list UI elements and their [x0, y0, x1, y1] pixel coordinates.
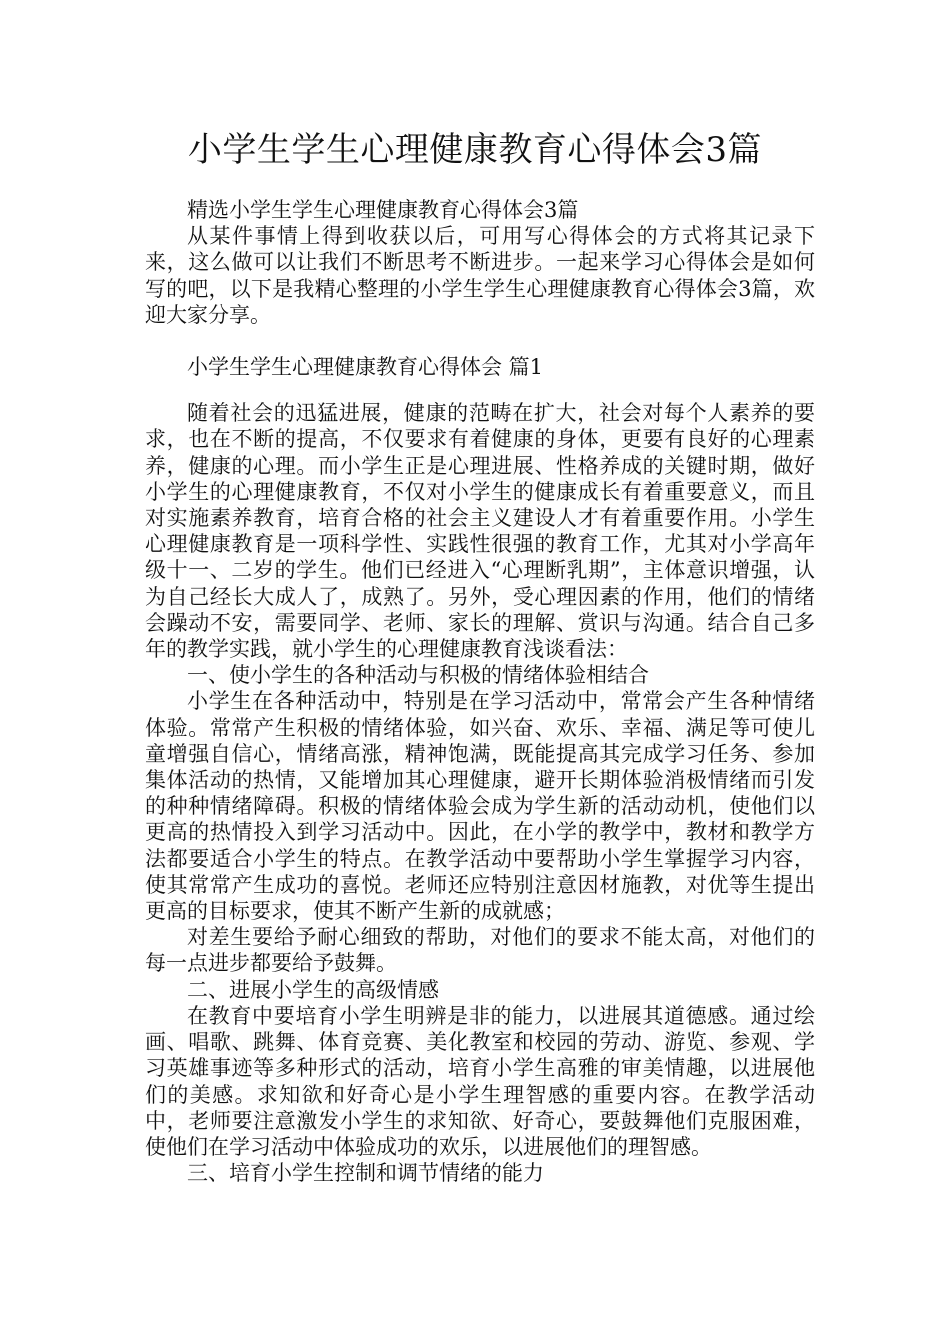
- document-body: [145, 197, 815, 1186]
- subheading: 二、进展小学生的高级情感: [187, 977, 439, 1002]
- intro-paragraph: 从某件事情上得到收获以后，可用写心得体会的方式将其记录下来，这么做可以让我们不断思考不断进步。一起来学习心得体会是如何写的吧，以下是我精心整理的小学生学生心理健康教育心得体会3篇，欢迎大家分享。: [145, 224, 815, 327]
- section-paragraph: 小学生在各种活动中，特别是在学习活动中，常常会产生各种情绪体验。常常产生积极的情绪体验，如兴奋、欢乐、幸福、满足等可使儿童增强自信心，情绪高涨，精神饱满，既能提高其完成学习任务、参加集体活动的热情，又能增加其心理健康，避开长期体验消极情绪而引发的种种情绪障碍。积极的情绪体验会成为学生新的活动动机，使他们以更高的热情投入到学习活动中。因此，在小学的教学中，教材和教学方法都要适合小学生的特点。在教学活动中要帮助小学生掌握学习内容，使其常常产生成功的喜悦。老师还应特别注意因材施教，对优等生提出更高的目标要求，使其不断产生新的成就感；: [145, 689, 815, 924]
- document-title: 小学生学生心理健康教育心得体会3篇: [187, 130, 763, 170]
- subheading: 三、培育小学生控制和调节情绪的能力: [187, 1161, 544, 1186]
- subheading: 一、使小学生的各种活动与积极的情绪体验相结合: [187, 663, 649, 688]
- section-paragraph: 对差生要给予耐心细致的帮助，对他们的要求不能太高，对他们的每一点进步都要给予鼓舞。: [145, 925, 815, 976]
- section-heading: 小学生学生心理健康教育心得体会 篇1: [187, 355, 544, 380]
- section-paragraph: 随着社会的迅猛进展，健康的范畴在扩大，社会对每个人素养的要求，也在不断的提高，不仅要求有着健康的身体，更要有良好的心理素养，健康的心理。而小学生正是心理进展、性格养成的关键时期，做好小学生的心理健康教育，不仅对小学生的健康成长有着重要意义，而且对实施素养教育，培育合格的社会主义建设人才有着重要作用。小学生心理健康教育是一项科学性、实践性很强的教育工作，尤其对小学高年级十一、二岁的学生。他们已经进入“心理断乳期”，主体意识增强，认为自己经长大成人了，成熟了。另外，受心理因素的作用，他们的情绪会躁动不安，需要同学、老师、家长的理解、赏识与沟通。结合自己多年的教学实践，就小学生的心理健康教育浅谈看法：: [145, 401, 815, 662]
- section-paragraph: 在教育中要培育小学生明辨是非的能力，以进展其道德感。通过绘画、唱歌、跳舞、体育竞赛、美化教室和校园的劳动、游览、参观、学习英雄事迹等多种形式的活动，培育小学生高雅的审美情趣，以进展他们的美感。求知欲和好奇心是小学生理智感的重要内容。在教学活动中，老师要注意激发小学生的求知欲、好奇心，要鼓舞他们克服困难，使他们在学习活动中体验成功的欢乐，以进展他们的理智感。: [145, 1003, 815, 1159]
- intro-line: 精选小学生学生心理健康教育心得体会3篇: [187, 198, 579, 222]
